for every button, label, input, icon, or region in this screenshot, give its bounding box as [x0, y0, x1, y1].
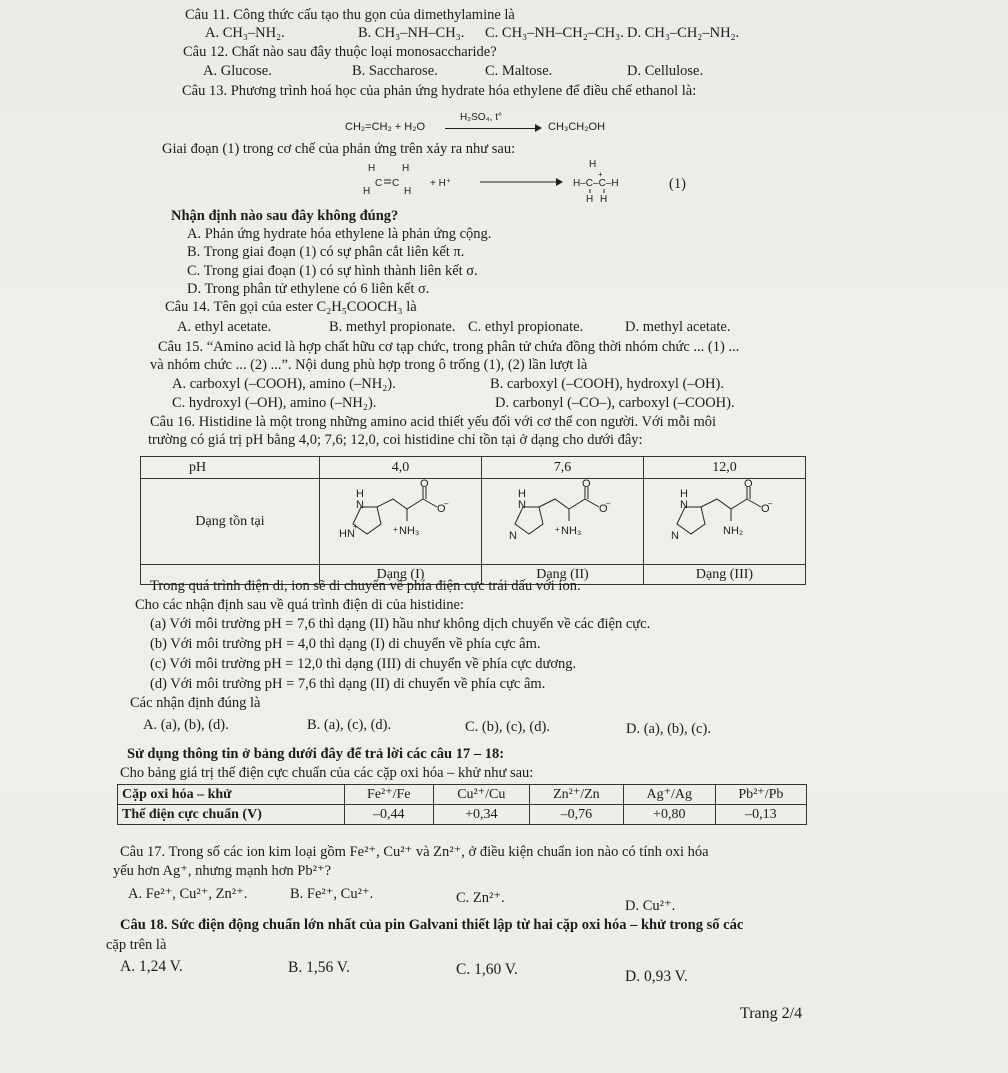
svg-text:–: –	[443, 499, 448, 508]
q16-statement-c: (c) Với môi trường pH = 12,0 thì dạng (III) di chuyển về phía cực dương.	[150, 656, 577, 672]
pair-5: Pb²⁺/Pb	[715, 785, 806, 805]
pair-row-label: Cặp oxi hóa – khử	[118, 785, 345, 805]
reaction-arrow-line	[445, 128, 540, 129]
pair-1: Fe²⁺/Fe	[345, 785, 434, 805]
pair-4: Ag⁺/Ag	[623, 785, 715, 805]
q13-stage-text: Giai đoạn (1) trong cơ chế của phản ứng trên xảy ra như sau:	[162, 141, 516, 157]
svg-text:H: H	[368, 163, 376, 174]
q13-question: Nhận định nào sau đây không đúng?	[171, 208, 399, 224]
q15-option-a: A. carboxyl (–COOH), amino (–NH₂).	[172, 376, 396, 392]
q16-note: Trong quá trình điện di, ion sẽ di chuyển về phía điện cực trái dấu với ion.	[150, 578, 581, 594]
svg-text:NH₂: NH₂	[722, 525, 743, 537]
q16-option-d: D. (a), (b), (c).	[626, 721, 711, 737]
q15-option-b: B. carboxyl (–COOH), hydroxyl (–OH).	[490, 376, 724, 392]
q12-option-d: D. Cellulose.	[627, 63, 704, 79]
svg-text:O: O	[581, 479, 591, 490]
q16-stem-1: Câu 16. Histidine là một trong những amino acid thiết yếu đối với cơ thể con người. Với mỗi môi	[150, 414, 717, 430]
svg-text:+: +	[392, 525, 398, 534]
ph-row-label: pH	[141, 457, 320, 479]
q13-reaction-condition: H₂SO₄, t°	[460, 112, 502, 123]
q12-option-b: B. Saccharose.	[352, 63, 438, 79]
svg-text:H: H	[363, 186, 371, 197]
q14-option-d: D. methyl acetate.	[625, 319, 731, 335]
stage-plus: + H⁺	[430, 178, 452, 189]
svg-text:–: –	[767, 499, 772, 508]
q16-question: Các nhận định đúng là	[130, 695, 261, 711]
svg-text:NH₃: NH₃	[560, 525, 581, 537]
q13-stem: Câu 13. Phương trình hoá học của phản ứng hydrate hóa ethylene để điều chế ethanol là:	[182, 83, 697, 99]
q11-option-c: C. CH₃–NH–CH₂–CH₃.	[485, 25, 624, 41]
q13-reaction-left: CH₂=CH₂ + H₂O	[345, 121, 426, 133]
electrode-potential-table	[117, 784, 807, 825]
page-footer: Trang 2/4	[740, 1005, 803, 1022]
q15-stem-2: và nhóm chức ... (2) ...”. Nội dung phù hợp trong ô trống (1), (2) lần lượt là	[150, 357, 588, 373]
q16-stem-2: trường có giá trị pH bằng 4,0; 7,6; 12,0, coi histidine chỉ tồn tại ở dạng cho dưới đây:	[148, 432, 643, 448]
svg-text:H: H	[404, 186, 412, 197]
q12-option-a: A. Glucose.	[203, 63, 272, 79]
q17-option-d: D. Cu²⁺.	[625, 898, 676, 914]
svg-text:H: H	[679, 488, 688, 500]
q12-stem: Câu 12. Chất nào sau đây thuộc loại monosaccharide?	[183, 44, 497, 60]
svg-text:O: O	[598, 503, 608, 515]
q16-option-b: B. (a), (c), (d).	[307, 717, 392, 733]
q16-statement-a: (a) Với môi trường pH = 7,6 thì dạng (II) hầu như không dịch chuyển về các điện cực.	[150, 616, 651, 632]
svg-text:H: H	[589, 159, 597, 170]
ph-value-2: 7,6	[482, 457, 644, 479]
svg-text:+: +	[598, 170, 603, 179]
svg-text:H: H	[355, 488, 364, 500]
q18-option-b: B. 1,56 V.	[288, 959, 350, 976]
q17-18-intro: Sử dụng thông tin ở bảng dưới đây để trả lời các câu 17 – 18:	[127, 746, 505, 762]
svg-text:O: O	[419, 479, 429, 490]
svg-text:H: H	[586, 194, 594, 205]
q16-option-a: A. (a), (b), (d).	[143, 717, 229, 733]
ethylene-protonation-scheme	[360, 158, 680, 208]
q11-option-b: B. CH₃–NH–CH₃.	[358, 25, 465, 41]
q13-option-b: B. Trong giai đoạn (1) có sự phân cắt liên kết π.	[187, 244, 465, 260]
q11-option-d: D. CH₃–CH₂–NH₂.	[627, 25, 740, 41]
potential-2: +0,34	[433, 805, 529, 825]
pair-2: Cu²⁺/Cu	[433, 785, 529, 805]
q13-option-a: A. Phản ứng hydrate hóa ethylene là phản ứng cộng.	[187, 226, 492, 242]
svg-text:H: H	[402, 163, 410, 174]
form-label-3: Dạng (III)	[644, 565, 806, 585]
q13-option-d: D. Trong phân tử ethylene có 6 liên kết σ.	[187, 281, 430, 297]
q17-option-a: A. Fe²⁺, Cu²⁺, Zn²⁺.	[128, 886, 248, 902]
q16-option-c: C. (b), (c), (d).	[465, 719, 550, 735]
form-label-2: Dạng (II)	[482, 565, 644, 585]
form-cell-3	[644, 479, 806, 565]
svg-text:N: N	[508, 530, 517, 542]
svg-text:+: +	[554, 525, 560, 534]
q14-option-a: A. ethyl acetate.	[177, 319, 272, 335]
svg-text:N: N	[355, 499, 364, 511]
ph-value-3: 12,0	[644, 457, 806, 479]
q15-stem-1: Câu 15. “Amino acid là hợp chất hữu cơ tạp chức, trong phân tử chứa đồng thời nhóm chức ... (1) ...	[158, 339, 740, 355]
histidine-form-1-structure	[331, 479, 471, 559]
q18-stem-1: Câu 18. Sức điện động chuẩn lớn nhất của pin Galvani thiết lập từ hai cặp oxi hóa – khử trong số các	[120, 917, 744, 933]
q17-stem-2: yếu hơn Ag⁺, nhưng mạnh hơn Pb²⁺?	[113, 863, 332, 879]
ph-value-1: 4,0	[320, 457, 482, 479]
q13-option-c: C. Trong giai đoạn (1) có sự hình thành liên kết σ.	[187, 263, 478, 279]
q12-option-c: C. Maltose.	[485, 63, 553, 79]
q17-stem-1: Câu 17. Trong số các ion kim loại gồm Fe²⁺, Cu²⁺ và Zn²⁺, ở điều kiện chuẩn ion nào có tính oxi hóa	[120, 844, 709, 860]
q18-option-d: D. 0,93 V.	[625, 968, 688, 985]
svg-text:N: N	[670, 530, 679, 542]
histidine-forms-table	[140, 456, 806, 585]
q14-option-c: C. ethyl propionate.	[468, 319, 584, 335]
q16-statement-b: (b) Với môi trường pH = 4,0 thì dạng (I) di chuyển về phía cực âm.	[150, 636, 541, 652]
q18-option-a: A. 1,24 V.	[120, 958, 183, 975]
form-label-1: Dạng (I)	[320, 565, 482, 585]
q16-statement-d: (d) Với môi trường pH = 7,6 thì dạng (II) di chuyển về phía cực âm.	[150, 676, 546, 692]
svg-text:O: O	[436, 503, 446, 515]
potential-4: +0,80	[623, 805, 715, 825]
svg-text:N: N	[517, 499, 526, 511]
q14-stem: Câu 14. Tên gọi của ester C₂H₅COOCH₃ là	[165, 299, 417, 315]
svg-text:–: –	[605, 499, 610, 508]
histidine-form-3-structure	[655, 479, 795, 559]
q13-stage-label: (1)	[669, 176, 686, 192]
svg-text:C: C	[375, 178, 383, 189]
svg-text:HN: HN	[338, 528, 355, 540]
svg-text:C: C	[392, 178, 400, 189]
svg-text:O: O	[743, 479, 753, 490]
form-row-label: Dạng tồn tại	[141, 479, 320, 565]
q17-option-c: C. Zn²⁺.	[456, 890, 505, 906]
reaction-arrow-head	[535, 124, 542, 132]
pair-3: Zn²⁺/Zn	[529, 785, 623, 805]
q18-stem-2: cặp trên là	[106, 937, 167, 953]
q13-reaction-right: CH₃CH₂OH	[548, 121, 606, 133]
potential-row-label: Thế điện cực chuẩn (V)	[118, 805, 345, 825]
svg-text:+: +	[352, 522, 358, 531]
potential-1: –0,44	[345, 805, 434, 825]
q18-option-c: C. 1,60 V.	[456, 961, 518, 978]
form-cell-2	[482, 479, 644, 565]
q11-option-a: A. CH₃–NH₂.	[205, 25, 285, 41]
form-cell-1	[320, 479, 482, 565]
q14-option-b: B. methyl propionate.	[329, 319, 456, 335]
svg-text:NH₃: NH₃	[398, 525, 419, 537]
svg-text:O: O	[760, 503, 770, 515]
svg-text:H: H	[600, 194, 608, 205]
svg-text:H–C–C–H: H–C–C–H	[573, 178, 619, 189]
q16-intro: Cho các nhận định sau về quá trình điện di của histidine:	[135, 597, 464, 613]
q17-option-b: B. Fe²⁺, Cu²⁺.	[290, 886, 374, 902]
histidine-form-2-structure	[493, 479, 633, 559]
potential-3: –0,76	[529, 805, 623, 825]
q15-option-d: D. carbonyl (–CO–), carboxyl (–COOH).	[495, 395, 735, 411]
q15-option-c: C. hydroxyl (–OH), amino (–NH₂).	[172, 395, 377, 411]
q11-stem: Câu 11. Công thức cấu tạo thu gọn của dimethylamine là	[185, 7, 515, 23]
potential-5: –0,13	[715, 805, 806, 825]
svg-text:H: H	[517, 488, 526, 500]
potential-table-intro: Cho bảng giá trị thế điện cực chuẩn của các cặp oxi hóa – khử như sau:	[120, 765, 534, 781]
svg-text:N: N	[679, 499, 688, 511]
